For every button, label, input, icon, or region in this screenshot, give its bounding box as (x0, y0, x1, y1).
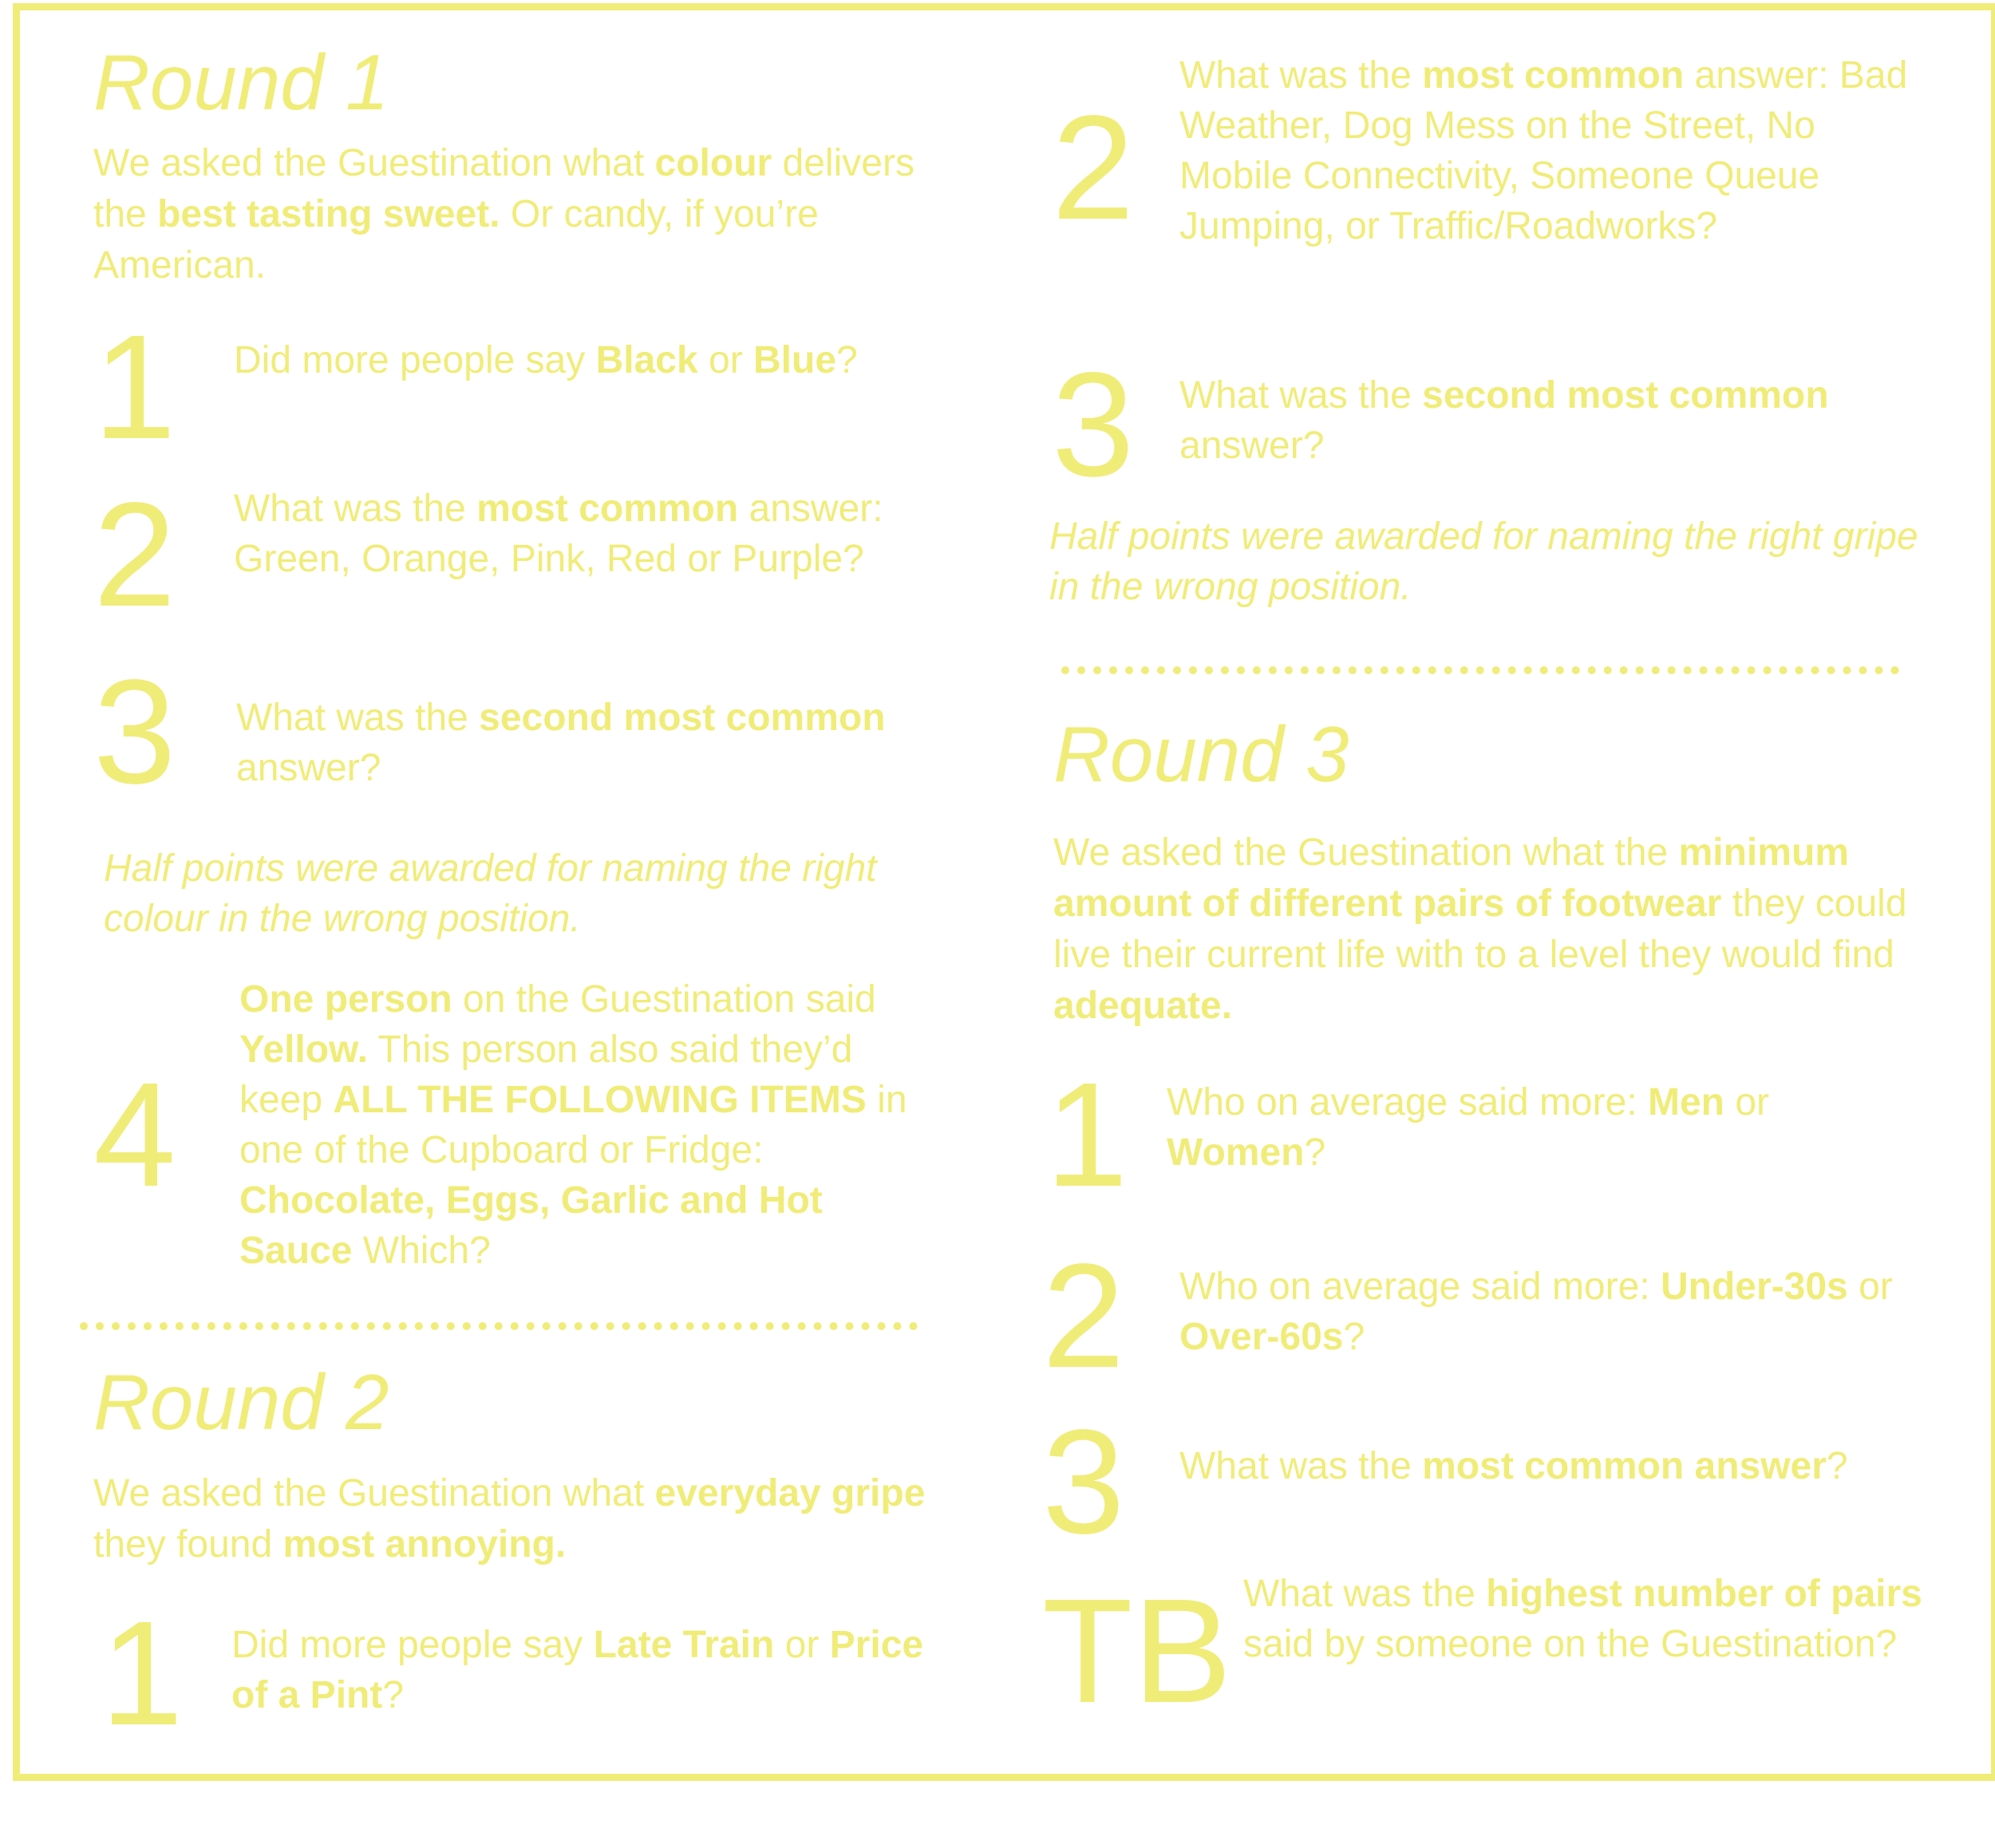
highlight-text: Women (1167, 1131, 1305, 1174)
highlight-text: Price of a Pint (231, 1624, 924, 1716)
round-divider (1061, 666, 1899, 674)
text-segment: What was the (1179, 1445, 1423, 1487)
text-segment: Or candy, if you’re American. (93, 193, 819, 286)
highlight-text: adequate. (1053, 985, 1233, 1027)
round-2-intro (93, 1468, 955, 1570)
highlight-text: most common (1422, 54, 1685, 97)
round-3-tiebreak-question (1243, 1569, 1961, 1669)
highlight-text: highest number of pairs (1486, 1573, 1922, 1615)
highlight-text: most annoying. (282, 1523, 567, 1566)
round-3-question-2-number: 2 (1042, 1234, 1125, 1399)
text-segment: they could live their current life with to a level they would find (1053, 883, 1907, 976)
round-3-question-1 (1167, 1077, 1829, 1178)
round-2-question-2 (1179, 50, 1938, 251)
text-segment: Did more people say (231, 1624, 594, 1666)
round-3-question-2 (1179, 1262, 1977, 1362)
highlight-text: One person (239, 978, 452, 1021)
round-1-title: Round 1 (93, 38, 389, 126)
highlight-text: Black (595, 339, 698, 381)
text-segment: answer: Green, Orange, Pink, Red or Purple? (234, 488, 883, 580)
round-2-question-2-number: 2 (1052, 85, 1135, 251)
text-segment: We asked the Guestination what (93, 142, 655, 184)
text-segment: on the Guestination said (452, 978, 876, 1021)
text-segment: or (774, 1624, 830, 1666)
text-segment: Who on average said more: (1167, 1081, 1648, 1123)
round-1-question-4-number: 4 (93, 1052, 176, 1218)
text-segment: What was the (1243, 1573, 1487, 1615)
highlight-text: ALL THE FOLLOWING ITEMS (333, 1079, 867, 1121)
highlight-text: Under-30s (1660, 1266, 1848, 1308)
text-segment: or (697, 339, 754, 381)
round-1-question-2-number: 2 (93, 472, 176, 638)
round-1-question-1-number: 1 (93, 305, 176, 470)
text-segment: What was the (236, 697, 480, 739)
text-segment: We asked the Guestination what the (1053, 831, 1679, 874)
text-segment: Who on average said more: (1179, 1266, 1661, 1308)
text-segment: ? (1343, 1316, 1365, 1358)
text-segment: answer? (1179, 424, 1325, 467)
highlight-text: Men (1647, 1081, 1724, 1123)
text-segment: This person also said they’d keep (239, 1029, 853, 1121)
round-1-question-2 (234, 484, 920, 584)
text-segment: ? (1304, 1131, 1326, 1174)
highlight-text: Late Train (593, 1624, 775, 1666)
highlight-text: Blue (753, 339, 837, 381)
text-segment: ? (1826, 1445, 1848, 1487)
round-2-title: Round 2 (93, 1358, 389, 1446)
round-3-tiebreak-label: TB (1042, 1569, 1232, 1734)
round-1-question-3 (236, 693, 922, 793)
round-1-intro (93, 138, 955, 291)
round-2-question-3-number: 3 (1052, 342, 1135, 507)
text-segment: ? (836, 339, 858, 381)
text-segment: answer: Bad Weather, Dog Mess on the Street, No Mobile Connectivity, Someone Queue Jumping, or Traffic/Roadworks? (1179, 54, 1908, 247)
highlight-text: Yellow. (239, 1029, 368, 1071)
text-segment: in one of the Cupboard or Fridge: (239, 1079, 907, 1171)
round-1-question-3-number: 3 (93, 650, 176, 815)
round-1-note: Half points were awarded for naming the right colour in the wrong position. (104, 847, 877, 940)
text-segment: or (1847, 1266, 1893, 1308)
round-1-question-4 (239, 974, 934, 1276)
highlight-text: Over-60s (1179, 1316, 1344, 1358)
round-3-question-3 (1179, 1441, 1977, 1491)
highlight-text: Chocolate, Eggs, Garlic and Hot Sauce (239, 1179, 823, 1272)
highlight-text: colour (654, 142, 772, 184)
highlight-text: second most common (1422, 374, 1829, 417)
round-2-question-1-number: 1 (101, 1591, 184, 1756)
round-3-title: Round 3 (1053, 710, 1349, 798)
text-segment: said by someone on the Guestination? (1243, 1623, 1898, 1665)
highlight-text: most common (476, 488, 739, 530)
text-segment: We asked the Guestination what (93, 1472, 655, 1514)
round-2-question-3 (1179, 370, 1898, 471)
round-1-question-1 (234, 335, 952, 385)
round-divider (80, 1322, 918, 1330)
text-segment: or (1724, 1081, 1769, 1123)
highlight-text: everyday gripe (654, 1472, 926, 1514)
text-segment: Which? (352, 1230, 491, 1272)
text-segment: ? (382, 1674, 405, 1716)
text-segment: answer? (236, 747, 381, 789)
text-segment: What was the (1179, 374, 1423, 417)
highlight-text: second most common (479, 697, 886, 739)
round-3-question-3-number: 3 (1042, 1400, 1125, 1565)
text-segment: delivers the (93, 142, 915, 235)
text-segment: What was the (1179, 54, 1423, 97)
round-2-question-1 (231, 1620, 950, 1720)
round-2-note: Half points were awarded for naming the right gripe in the wrong position. (1049, 515, 1918, 608)
text-segment: they found (93, 1523, 283, 1566)
text-segment: Did more people say (234, 339, 596, 381)
round-3-question-1-number: 1 (1045, 1052, 1128, 1218)
text-segment: What was the (234, 488, 477, 530)
round-3-intro (1053, 827, 1951, 1032)
highlight-text: best tasting sweet. (157, 193, 500, 235)
highlight-text: minimum amount of different pairs of footwear (1053, 831, 1849, 925)
highlight-text: most common answer (1422, 1445, 1827, 1487)
